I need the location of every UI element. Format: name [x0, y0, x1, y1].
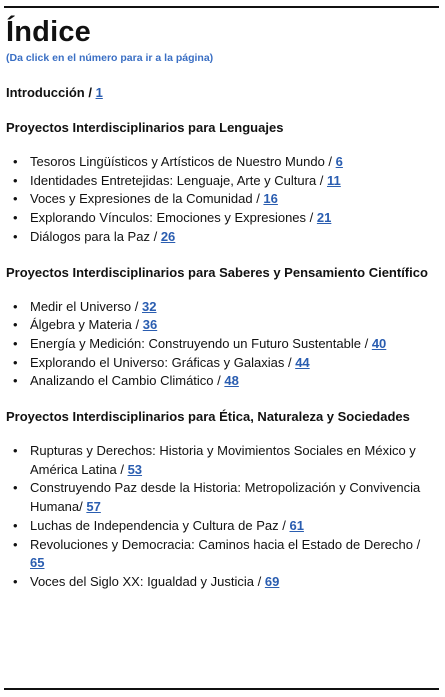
page-link[interactable]: 57 — [86, 499, 101, 515]
bullet-icon: • — [13, 536, 18, 552]
item-separator: / — [306, 210, 317, 226]
bullet-icon: • — [13, 298, 18, 314]
bullet-icon: • — [13, 210, 18, 226]
intro-entry — [6, 84, 434, 102]
item-label: Diálogos para la Paz — [30, 228, 150, 244]
top-divider — [4, 6, 439, 8]
section-saberes — [6, 264, 434, 392]
list-item — [13, 442, 434, 479]
item-label: Rupturas y Derechos: Historia y Movimientos Sociales en México y América Latina — [30, 443, 416, 477]
page-link[interactable]: 26 — [160, 228, 176, 244]
item-label: Voces del Siglo XX: Igualdad y Justicia — [30, 573, 255, 589]
bullet-icon: • — [13, 480, 18, 496]
bullet-icon: • — [13, 154, 18, 169]
page-link[interactable]: 40 — [371, 335, 387, 351]
item-separator: / — [284, 354, 296, 370]
item-label: Identidades Entretejidas: Lenguaje, Arte y Cultura — [30, 172, 317, 188]
item-separator: / — [254, 573, 265, 589]
list-item — [13, 536, 434, 573]
item-separator: / — [131, 298, 142, 314]
list-item — [13, 190, 434, 209]
bullet-icon: • — [13, 335, 18, 351]
section-etica — [6, 408, 434, 592]
bullet-icon: • — [13, 228, 18, 244]
item-separator: / — [149, 228, 161, 244]
item-separator: / — [324, 154, 336, 169]
item-separator: / — [131, 317, 143, 333]
item-label: Construyendo Paz desde la Historia: Metropolización y Convivencia Humana — [30, 480, 421, 515]
item-separator: / — [316, 172, 328, 188]
item-label: Voces y Expresiones de la Comunidad — [30, 191, 253, 207]
bottom-divider — [4, 688, 439, 690]
item-separator: / — [213, 373, 225, 389]
item-label: Energía y Medición: Construyendo un Futuro Sustentable — [30, 335, 361, 351]
page-link[interactable]: 48 — [224, 373, 239, 389]
item-separator: / — [79, 499, 87, 515]
item-label: Medir el Universo — [30, 298, 132, 314]
list-item — [13, 228, 434, 247]
bullet-icon: • — [13, 191, 18, 207]
item-label: Álgebra y Materia — [30, 317, 132, 333]
item-separator: / — [116, 461, 128, 477]
item-separator: / — [412, 536, 421, 552]
section-list — [6, 298, 434, 392]
list-item — [13, 354, 434, 373]
page-link[interactable]: 21 — [316, 210, 332, 226]
page-link[interactable]: 65 — [30, 555, 45, 571]
bullet-icon: • — [13, 354, 18, 370]
list-item — [13, 517, 434, 536]
list-item — [13, 372, 434, 391]
intro-label: Introducción — [6, 85, 85, 100]
item-separator: / — [278, 517, 290, 533]
bullet-icon: • — [13, 373, 18, 389]
bullet-icon: • — [13, 517, 18, 533]
item-label: Explorando Vínculos: Emociones y Expresiones — [30, 210, 307, 226]
bullet-icon: • — [13, 573, 18, 589]
list-item — [13, 335, 434, 354]
section-lenguajes — [6, 119, 434, 247]
section-title: Proyectos Interdisciplinarios para Lenguajes — [6, 120, 284, 135]
page-link[interactable]: 6 — [335, 154, 343, 169]
item-label: Explorando el Universo: Gráficas y Galaxias — [30, 354, 285, 370]
page-link[interactable]: 53 — [127, 461, 143, 477]
page-link[interactable]: 69 — [264, 573, 280, 589]
page-link[interactable]: 16 — [263, 191, 278, 207]
page-link[interactable]: 11 — [327, 172, 341, 188]
bullet-icon: • — [13, 172, 18, 188]
item-label: Analizando el Cambio Climático — [30, 373, 214, 389]
page-link[interactable]: 32 — [142, 298, 157, 314]
intro-page-link[interactable]: 1 — [95, 85, 103, 100]
section-title: Proyectos Interdisciplinarios para Saberes y Pensamiento Científico — [6, 264, 428, 280]
section-title: Proyectos Interdisciplinarios para Ética, Naturaleza y Sociedades — [6, 409, 410, 425]
bullet-icon: • — [13, 443, 18, 459]
list-item — [13, 153, 434, 172]
index-page — [6, 14, 434, 592]
list-item — [13, 209, 434, 228]
list-item — [13, 316, 434, 335]
item-label: Revoluciones y Democracia: Caminos hacia el Estado de Derecho — [30, 536, 413, 552]
list-item — [13, 172, 434, 191]
section-list — [6, 442, 434, 592]
page-link[interactable]: 44 — [295, 354, 310, 370]
section-list — [6, 153, 434, 247]
item-separator: / — [252, 191, 264, 207]
page-link[interactable]: 36 — [142, 317, 158, 333]
page-title: Índice — [6, 16, 91, 48]
intro-separator: / — [84, 85, 96, 100]
list-item — [13, 479, 434, 516]
item-separator: / — [360, 335, 372, 351]
bullet-icon: • — [13, 317, 18, 333]
page-link[interactable]: 61 — [289, 517, 304, 533]
list-item — [13, 573, 434, 592]
list-item — [13, 298, 434, 317]
item-label: Luchas de Independencia y Cultura de Paz — [30, 517, 279, 533]
item-label: Tesoros Lingüísticos y Artísticos de Nuestro Mundo — [30, 154, 325, 169]
click-hint: (Da click en el número para ir a la página) — [6, 52, 214, 64]
